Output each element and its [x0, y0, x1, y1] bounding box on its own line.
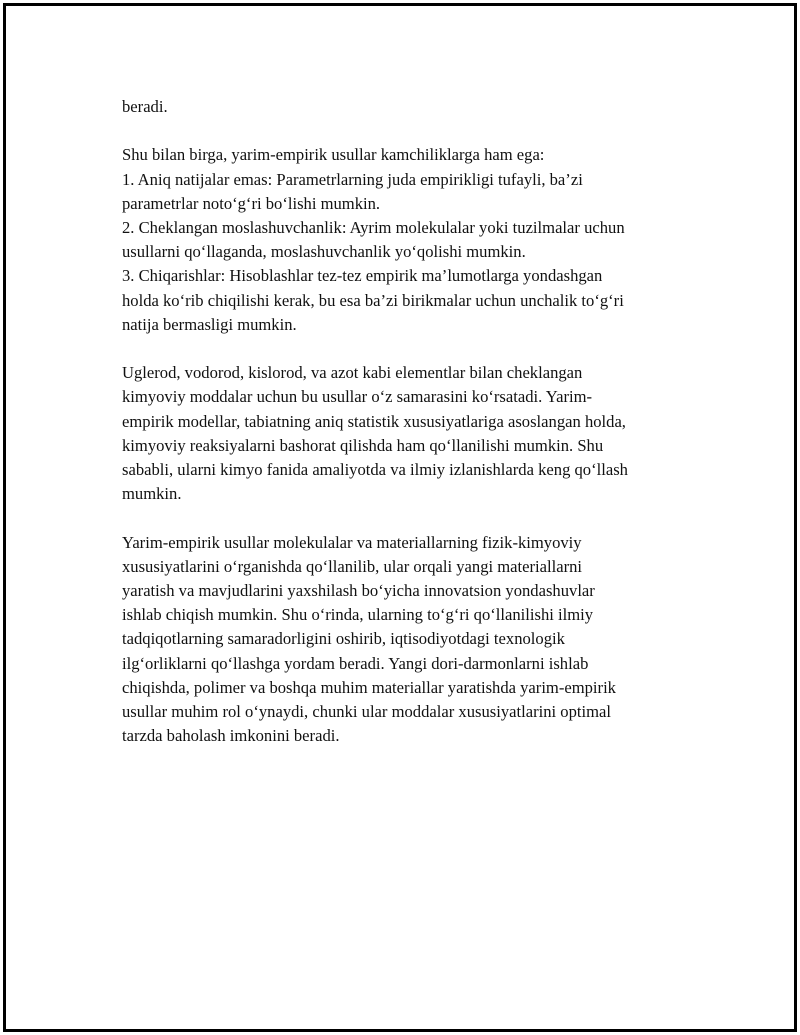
text-line: kimyoviy reaksiyalarni bashorat qilishda ham qo‘llanilishi mumkin. Shu [122, 435, 604, 455]
text-line: chiqishda, polimer va boshqa muhim materiallar yaratishda yarim-empirik [122, 677, 616, 697]
text-line: tarzda baholash imkonini beradi. [122, 726, 340, 746]
text-line: Shu bilan birga, yarim-empirik usullar kamchiliklarga ham ega: [122, 145, 545, 165]
document-page [3, 3, 797, 1032]
text-line: kimyoviy moddalar uchun bu usullar o‘z samarasini ko‘rsatadi. Yarim- [122, 387, 593, 407]
text-line: usullar muhim rol o‘ynaydi, chunki ular moddalar xususiyatlarini optimal [122, 702, 611, 722]
text-line: ilg‘orliklarni qo‘llashga yordam beradi. Yangi dori-darmonlarni ishlab [122, 653, 589, 673]
text-line: usullarni qo‘llaganda, moslashuvchanlik yo‘qolishi mumkin. [122, 242, 526, 262]
text-line: tadqiqotlarning samaradorligini oshirib, iqtisodiyotdagi texnologik [122, 629, 565, 649]
text-line: beradi. [122, 97, 168, 116]
text-line: ishlab chiqish mumkin. Shu o‘rinda, ularning to‘g‘ri qo‘llanilishi ilmiy [122, 605, 594, 625]
document-body [122, 95, 692, 773]
text-line: Yarim-empirik usullar molekulalar va materiallarning fizik-kimyoviy [122, 532, 582, 552]
text-line: holda ko‘rib chiqilishi kerak, bu esa ba’zi birikmalar uchun unchalik to‘g‘ri [122, 290, 624, 310]
text-line: empirik modellar, tabiatning aniq statistik xususiyatlariga asoslangan holda, [122, 411, 626, 431]
text-line: natija bermasligi mumkin. [122, 314, 297, 334]
text-line: 3. Chiqarishlar: Hisoblashlar tez-tez empirik ma’lumotlarga yondashgan [122, 266, 603, 286]
paragraph-4 [122, 531, 692, 749]
text-line: Uglerod, vodorod, kislorod, va azot kabi elementlar bilan cheklangan [122, 363, 583, 383]
text-line: parametrlar noto‘g‘ri bo‘lishi mumkin. [122, 193, 381, 213]
paragraph-2 [122, 143, 692, 337]
text-line: sababli, ularni kimyo fanida amaliyotda va ilmiy izlanishlarda keng qo‘llash [122, 460, 628, 480]
text-line: xususiyatlarini o‘rganishda qo‘llanilib, ular orqali yangi materiallarni [122, 556, 583, 576]
paragraph-1 [122, 95, 692, 119]
paragraph-3 [122, 361, 692, 506]
text-line: mumkin. [122, 484, 182, 504]
text-line: yaratish va mavjudlarini yaxshilash bo‘yicha innovatsion yondashuvlar [122, 581, 595, 601]
text-line: 1. Aniq natijalar emas: Parametrlarning juda empirikligi tufayli, ba’zi [122, 169, 583, 189]
text-line: 2. Cheklangan moslashuvchanlik: Ayrim molekulalar yoki tuzilmalar uchun [122, 218, 625, 237]
